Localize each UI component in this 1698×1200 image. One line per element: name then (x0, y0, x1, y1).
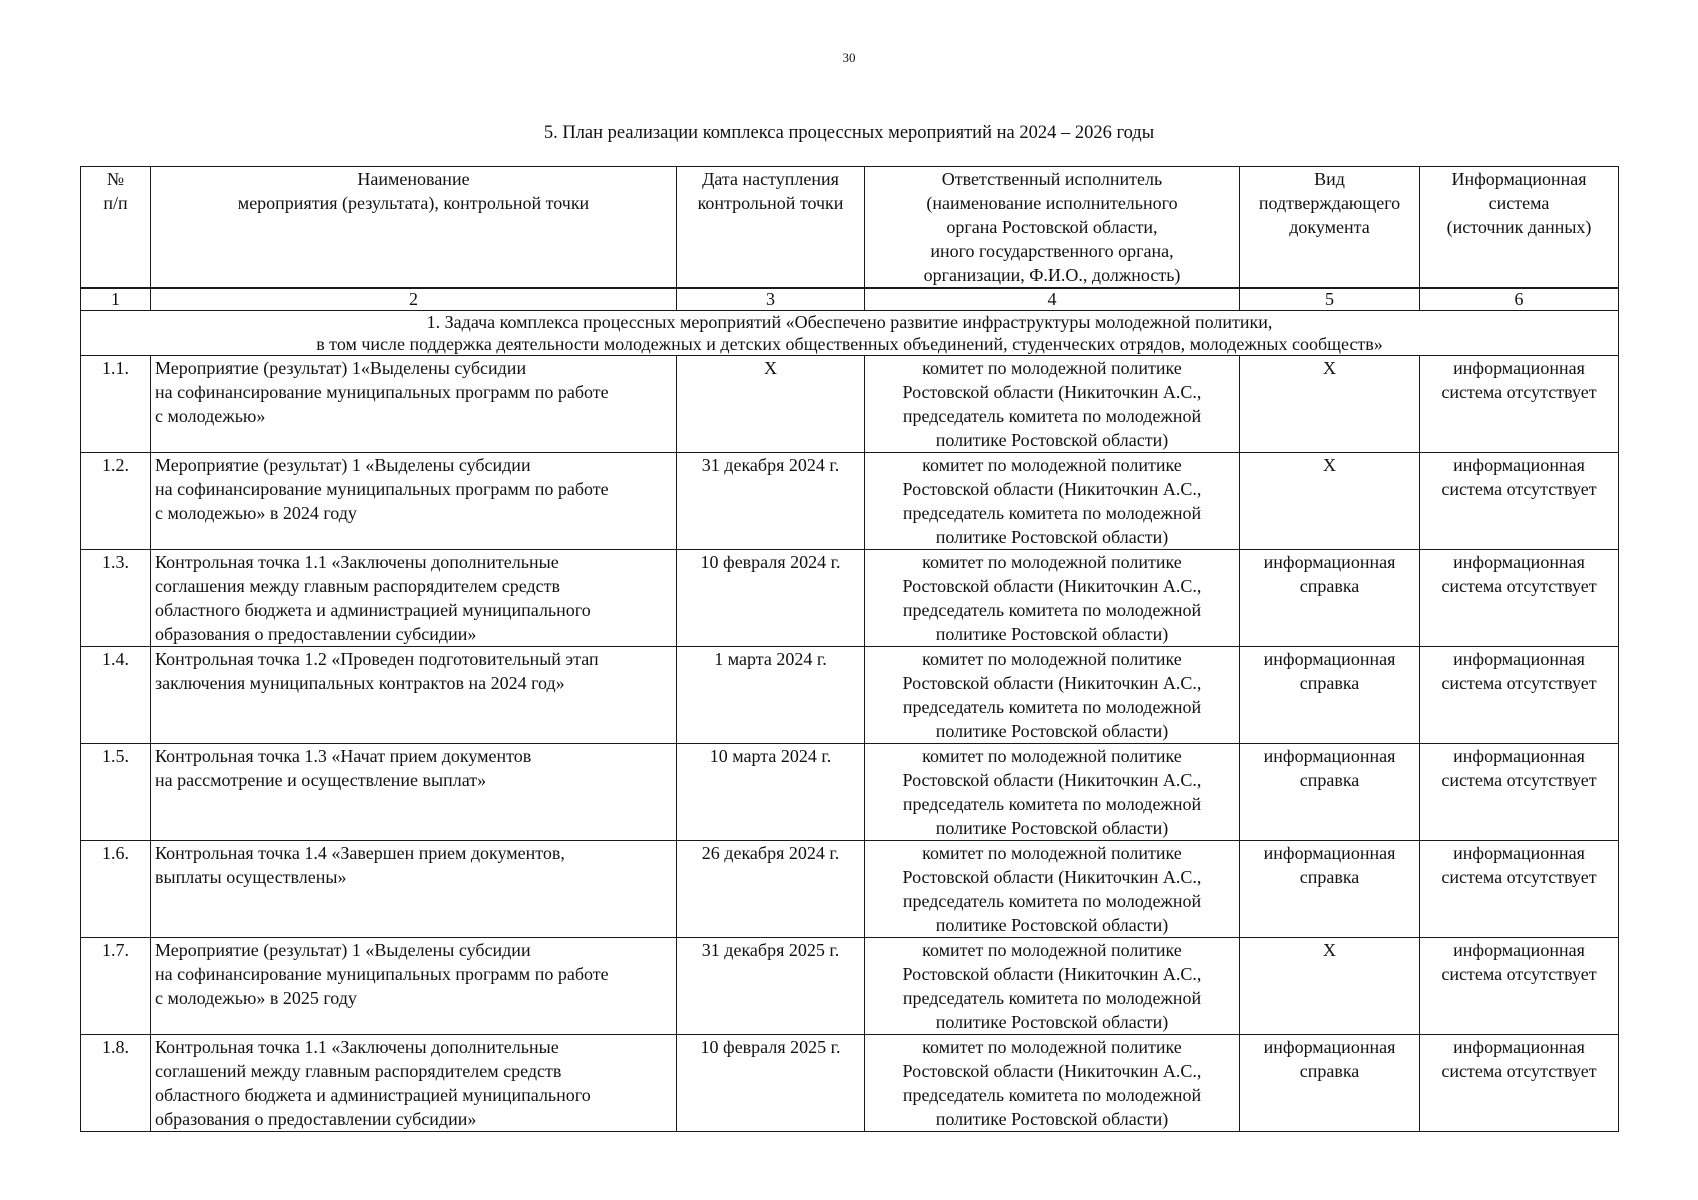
table-header-row (81, 167, 1619, 289)
row-name: Контрольная точка 1.1 «Заключены дополнительные соглашения между главным распорядителем средств областного бюджета и администрацией муниципального образования о предоставлении субсидии» (151, 550, 677, 647)
row-number: 1.1. (81, 356, 151, 453)
row-information-system: информационная система отсутствует (1420, 356, 1619, 453)
header-information-system: Информационная система (источник данных) (1420, 167, 1619, 289)
row-information-system: информационная система отсутствует (1420, 938, 1619, 1035)
row-date: Х (677, 356, 865, 453)
row-date: 10 марта 2024 г. (677, 744, 865, 841)
row-information-system: информационная система отсутствует (1420, 550, 1619, 647)
row-responsible: комитет по молодежной политике Ростовской области (Никиточкин А.С., председатель комитета по молодежной политике Ростовской области) (865, 938, 1240, 1035)
column-number: 4 (865, 288, 1240, 311)
row-responsible: комитет по молодежной политике Ростовской области (Никиточкин А.С., председатель комитета по молодежной политике Ростовской области) (865, 550, 1240, 647)
table-row (81, 744, 1619, 841)
row-information-system: информационная система отсутствует (1420, 841, 1619, 938)
column-number: 5 (1240, 288, 1420, 311)
page-number: 30 (842, 50, 856, 65)
row-date: 31 декабря 2024 г. (677, 453, 865, 550)
row-document-type: информационная справка (1240, 744, 1420, 841)
row-date: 1 марта 2024 г. (677, 647, 865, 744)
row-number: 1.6. (81, 841, 151, 938)
row-number: 1.5. (81, 744, 151, 841)
row-document-type: Х (1240, 938, 1420, 1035)
row-number: 1.3. (81, 550, 151, 647)
section-row (81, 311, 1619, 356)
table-row (81, 1035, 1619, 1132)
row-name: Мероприятие (результат) 1 «Выделены субсидии на софинансирование муниципальных программ по работе с молодежью» в 2024 году (151, 453, 677, 550)
header-responsible: Ответственный исполнитель (наименование исполнительного органа Ростовской области, иного государственного органа, организации, Ф.И.О., должность) (865, 167, 1240, 289)
table-row (81, 453, 1619, 550)
row-name: Контрольная точка 1.1 «Заключены дополнительные соглашений между главным распорядителем средств областного бюджета и администрацией муниципального образования о предоставлении субсидии» (151, 1035, 677, 1132)
table-row (81, 356, 1619, 453)
row-name: Контрольная точка 1.3 «Начат прием документов на рассмотрение и осуществление выплат» (151, 744, 677, 841)
row-number: 1.8. (81, 1035, 151, 1132)
row-name: Контрольная точка 1.4 «Завершен прием документов, выплаты осуществлены» (151, 841, 677, 938)
row-responsible: комитет по молодежной политике Ростовской области (Никиточкин А.С., председатель комитета по молодежной политике Ростовской области) (865, 453, 1240, 550)
column-number: 6 (1420, 288, 1619, 311)
row-responsible: комитет по молодежной политике Ростовской области (Никиточкин А.С., председатель комитета по молодежной политике Ростовской области) (865, 356, 1240, 453)
row-responsible: комитет по молодежной политике Ростовской области (Никиточкин А.С., председатель комитета по молодежной политике Ростовской области) (865, 841, 1240, 938)
row-number: 1.7. (81, 938, 151, 1035)
row-responsible: комитет по молодежной политике Ростовской области (Никиточкин А.С., председатель комитета по молодежной политике Ростовской области) (865, 744, 1240, 841)
row-date: 31 декабря 2025 г. (677, 938, 865, 1035)
header-number: № п/п (81, 167, 151, 289)
header-name: Наименование мероприятия (результата), контрольной точки (151, 167, 677, 289)
row-document-type: Х (1240, 356, 1420, 453)
row-name: Мероприятие (результат) 1 «Выделены субсидии на софинансирование муниципальных программ по работе с молодежью» в 2025 году (151, 938, 677, 1035)
implementation-plan-table (80, 166, 1619, 1132)
column-number: 2 (151, 288, 677, 311)
row-information-system: информационная система отсутствует (1420, 647, 1619, 744)
document-title: 5. План реализации комплекса процессных мероприятий на 2024 – 2026 годы (543, 123, 1155, 143)
table-row (81, 841, 1619, 938)
row-date: 26 декабря 2024 г. (677, 841, 865, 938)
header-document-type: Вид подтверждающего документа (1240, 167, 1420, 289)
row-name: Мероприятие (результат) 1«Выделены субсидии на софинансирование муниципальных программ по работе с молодежью» (151, 356, 677, 453)
row-document-type: информационная справка (1240, 550, 1420, 647)
table-row (81, 938, 1619, 1035)
row-information-system: информационная система отсутствует (1420, 453, 1619, 550)
table-row (81, 647, 1619, 744)
column-number-row (81, 288, 1619, 311)
section-title: 1. Задача комплекса процессных мероприятий «Обеспечено развитие инфраструктуры молодежной политики, в том числе поддержка деятельности молодежных и детских общественных объединений, студенческих отрядов, молодежных сообществ» (81, 311, 1619, 356)
row-responsible: комитет по молодежной политике Ростовской области (Никиточкин А.С., председатель комитета по молодежной политике Ростовской области) (865, 647, 1240, 744)
table-row (81, 550, 1619, 647)
column-number: 3 (677, 288, 865, 311)
row-date: 10 февраля 2025 г. (677, 1035, 865, 1132)
row-information-system: информационная система отсутствует (1420, 744, 1619, 841)
row-document-type: информационная справка (1240, 841, 1420, 938)
row-document-type: Х (1240, 453, 1420, 550)
row-date: 10 февраля 2024 г. (677, 550, 865, 647)
row-responsible: комитет по молодежной политике Ростовской области (Никиточкин А.С., председатель комитета по молодежной политике Ростовской области) (865, 1035, 1240, 1132)
row-name: Контрольная точка 1.2 «Проведен подготовительный этап заключения муниципальных контрактов на 2024 год» (151, 647, 677, 744)
header-date: Дата наступления контрольной точки (677, 167, 865, 289)
row-document-type: информационная справка (1240, 1035, 1420, 1132)
row-document-type: информационная справка (1240, 647, 1420, 744)
row-information-system: информационная система отсутствует (1420, 1035, 1619, 1132)
column-number: 1 (81, 288, 151, 311)
row-number: 1.4. (81, 647, 151, 744)
row-number: 1.2. (81, 453, 151, 550)
